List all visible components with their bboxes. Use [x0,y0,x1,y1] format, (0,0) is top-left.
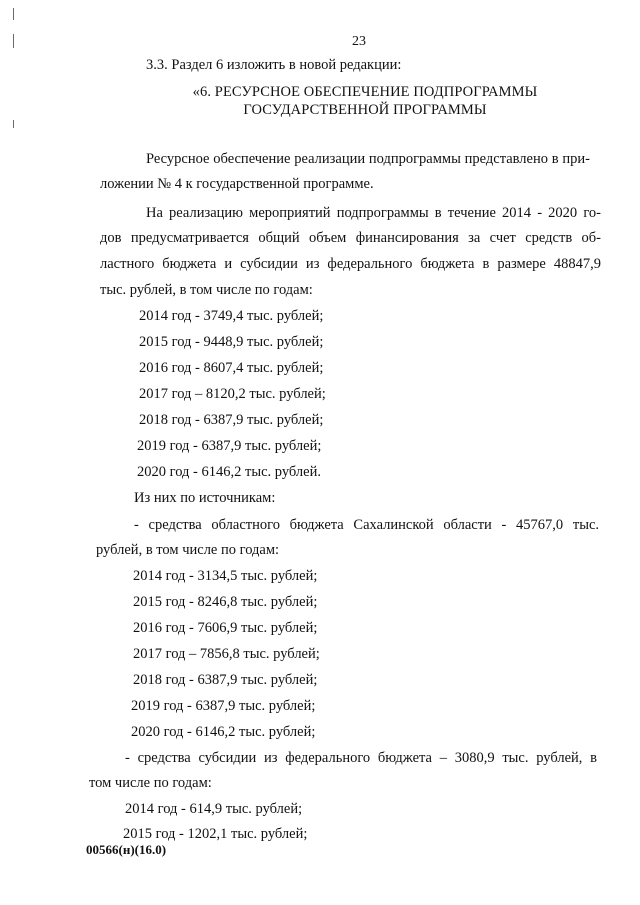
paragraph-line: том числе по годам: [89,775,212,791]
year-amount-line: 2018 год - 6387,9 тыс. рублей; [139,412,324,428]
paragraph-line: На реализацию мероприятий подпрограммы в течение 2014 - 2020 го- [146,205,601,221]
year-amount-line: 2017 год – 8120,2 тыс. рублей; [139,386,326,402]
paragraph-line: дов предусматривается общий объем финансирования за счет средств об- [100,230,601,246]
paragraph-line: - средства областного бюджета Сахалинской области - 45767,0 тыс. [134,517,599,533]
binding-mark [13,120,14,128]
year-amount-line: 2016 год - 7606,9 тыс. рублей; [133,620,318,636]
binding-mark [13,8,14,20]
year-amount-line: 2016 год - 8607,4 тыс. рублей; [139,360,324,376]
binding-mark [13,34,14,48]
year-amount-line: 2015 год - 1202,1 тыс. рублей; [123,826,308,842]
document-code: 00566(н)(16.0) [86,842,167,857]
paragraph-line: Ресурсное обеспечение реализации подпрограммы представлено в при- [146,151,590,167]
year-amount-line: 2018 год - 6387,9 тыс. рублей; [133,672,318,688]
paragraph-line: ластного бюджета и субсидии из федерального бюджета в размере 48847,9 [100,256,601,272]
paragraph-line: рублей, в том числе по годам: [96,542,280,558]
year-amount-line: 2014 год - 614,9 тыс. рублей; [125,801,303,817]
year-amount-line: 2020 год - 6146,2 тыс. рублей; [131,724,316,740]
year-amount-line: 2015 год - 9448,9 тыс. рублей; [139,334,324,350]
year-amount-line: 2014 год - 3749,4 тыс. рублей; [139,308,324,324]
section-heading-line-1: «6. РЕСУРСНОЕ ОБЕСПЕЧЕНИЕ ПОДПРОГРАММЫ [192,84,538,100]
year-amount-line: 2019 год - 6387,9 тыс. рублей; [131,698,316,714]
sources-intro: Из них по источникам: [134,490,276,506]
paragraph-line: тыс. рублей, в том числе по годам: [100,282,313,298]
year-amount-line: 2020 год - 6146,2 тыс. рублей. [137,464,321,480]
year-amount-line: 2017 год – 7856,8 тыс. рублей; [133,646,320,662]
section-heading-line-2: ГОСУДАРСТВЕННОЙ ПРОГРАММЫ [243,102,487,118]
paragraph-line: ложении № 4 к государственной программе. [100,176,374,192]
year-amount-line: 2015 год - 8246,8 тыс. рублей; [133,594,318,610]
paragraph-line: - средства субсидии из федерального бюджета – 3080,9 тыс. рублей, в [125,750,597,766]
year-amount-line: 2014 год - 3134,5 тыс. рублей; [133,568,318,584]
year-amount-line: 2019 год - 6387,9 тыс. рублей; [137,438,322,454]
section-intro: 3.3. Раздел 6 изложить в новой редакции: [146,57,402,73]
page-number: 23 [352,34,366,49]
